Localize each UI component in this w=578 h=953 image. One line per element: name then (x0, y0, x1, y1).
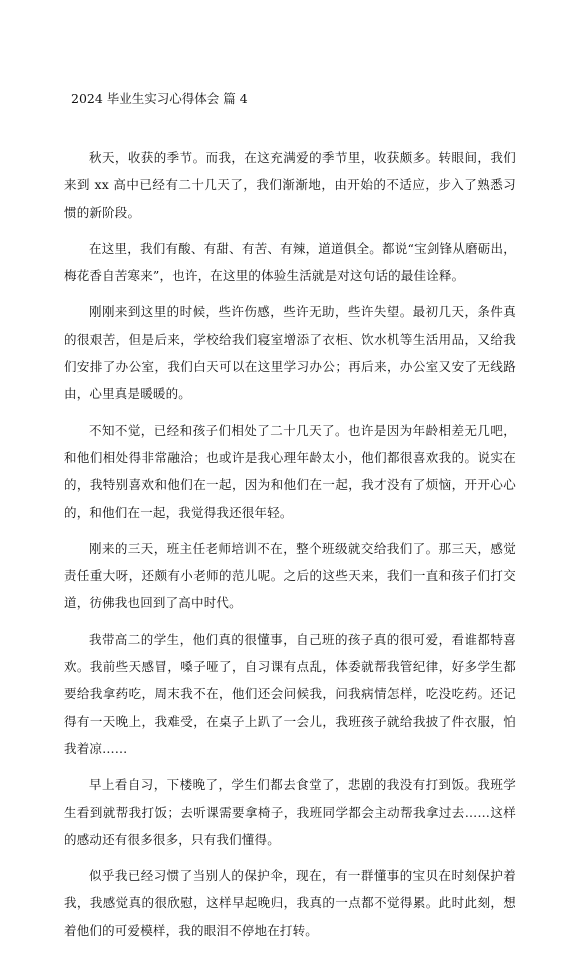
paragraph: 不知不觉，已经和孩子们相处了二十几天了。也许是因为年龄相差无几吧，和他们相处得非常融洽；也或许是我心理年龄太小，他们都很喜欢我的。说实在的，我特别喜欢和他们在一起，因为和他们在一起，我才没有了烦恼，开开心心的，和他们在一起，我觉得我还很年轻。 (64, 422, 516, 520)
paragraph: 刚刚来到这里的时候，些许伤感，些许无助，些许失望。最初几天，条件真的很艰苦，但是后来，学校给我们寝室增添了衣柜、饮水机等生活用品，又给我们安排了办公室，我们白天可以在这里学习办公；再后来，办公室又安了无线路由，心里真是暖暖的。 (64, 304, 516, 402)
paragraph: 我带高二的学生，他们真的很懂事，自己班的孩子真的很可爱，看谁都特喜欢。我前些天感冒，嗓子哑了，自习课有点乱，体委就帮我管纪律，好多学生都要给我拿药吃，周末我不在，他们还会问候我，问我病情怎样，吃没吃药。还记得有一天晚上，我难受，在桌子上趴了一会儿，我班孩子就给我披了件衣服，怕我着凉…… (64, 631, 516, 756)
document-body (64, 144, 516, 953)
paragraph: 刚来的三天，班主任老师培训不在，整个班级就交给我们了。那三天，感觉责任重大呀，还颇有小老师的范儿呢。之后的这些天来，我们一直和孩子们打交道，彷佛我也回到了高中时代。 (64, 540, 516, 611)
paragraph: 早上看自习，下楼晚了，学生们都去食堂了，悲剧的我没有打到饭。我班学生看到就帮我打饭；去听课需要拿椅子，我班同学都会主动帮我拿过去……这样的感动还有很多很多，只有我们懂得。 (64, 777, 516, 847)
paragraph: 秋天，收获的季节。而我，在这充满爱的季节里，收获颇多。转眼间，我们来到 xx 高中已经有二十几天了，我们渐渐地，由开始的不适应，步入了熟悉习惯的新阶段。 (64, 150, 516, 220)
document-title: 2024 毕业生实习心得体会 篇 4 (71, 91, 248, 106)
paragraph: 似乎我已经习惯了当别人的保护伞，现在，有一群懂事的宝贝在时刻保护着我，我感觉真的很欣慰，这样早起晚归，我真的一点都不觉得累。此时此刻，想着他们的可爱模样，我的眼泪不停地在打转。 (64, 868, 516, 938)
paragraph: 在这里，我们有酸、有甜、有苦、有辣，道道俱全。都说“宝剑锋从磨砺出，梅花香自苦寒来”，也许，在这里的体验生活就是对这句话的最佳诠释。 (64, 240, 516, 284)
